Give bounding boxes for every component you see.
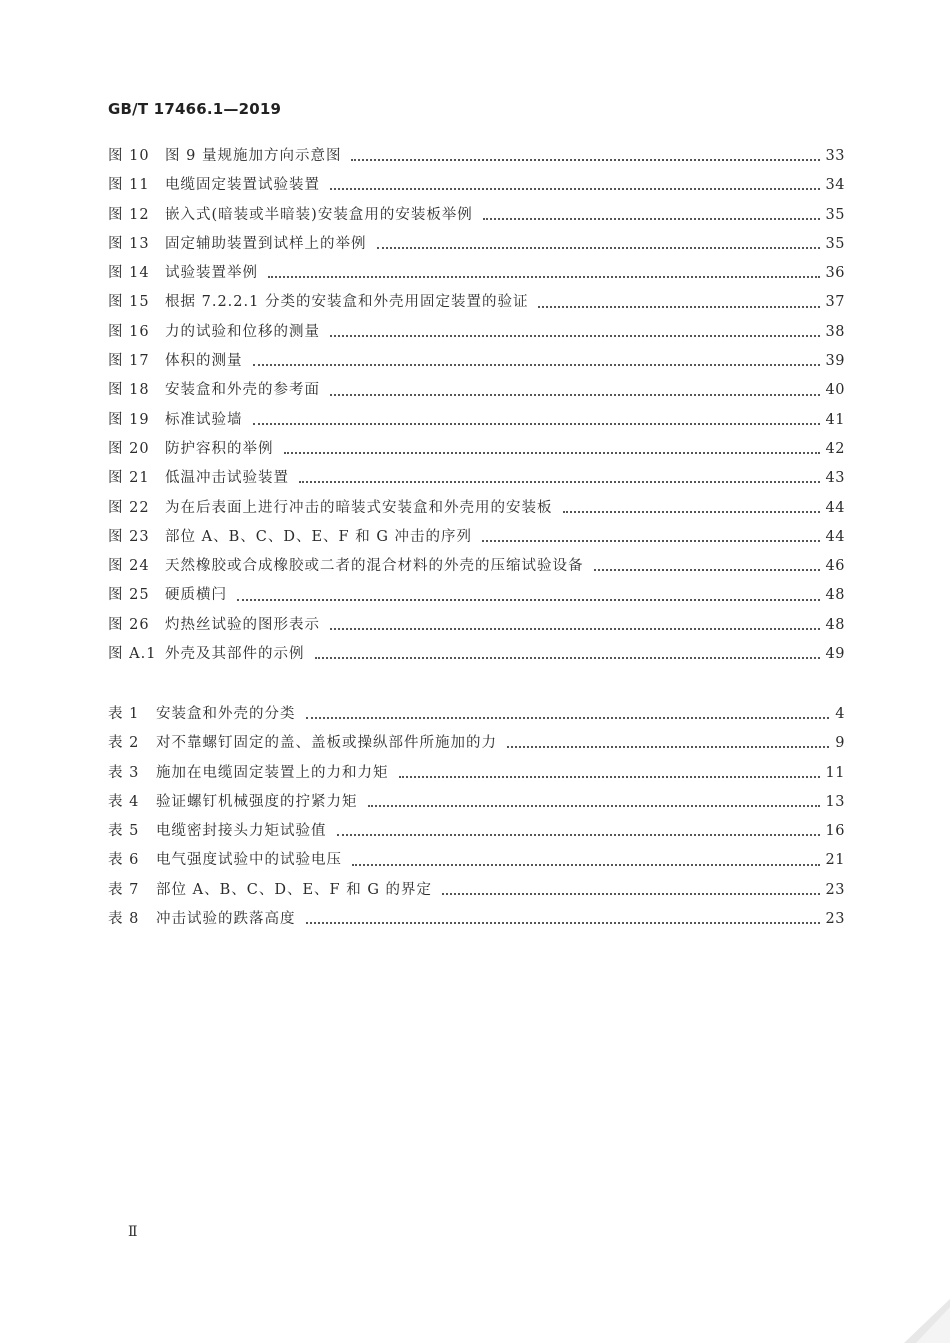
entry-number: 图 A.1 bbox=[108, 646, 157, 663]
entry-number: 图 21 bbox=[108, 470, 150, 487]
toc-figure-entry[interactable] bbox=[108, 464, 845, 493]
entry-number: 图 11 bbox=[108, 177, 150, 194]
dot-leader bbox=[253, 422, 820, 425]
dot-leader bbox=[306, 716, 830, 719]
toc-figure-entry[interactable] bbox=[108, 581, 845, 610]
toc-figure-entry[interactable] bbox=[108, 171, 845, 200]
entry-title: 力的试验和位移的测量 bbox=[165, 323, 320, 340]
toc-figure-entry[interactable] bbox=[108, 376, 845, 405]
entry-page-number: 42 bbox=[825, 440, 845, 457]
entry-page-number: 49 bbox=[825, 646, 845, 663]
toc-table-entry[interactable] bbox=[108, 788, 845, 817]
dot-leader bbox=[538, 305, 819, 308]
page-folio: Ⅱ bbox=[128, 1224, 138, 1240]
entry-title: 电缆密封接头力矩试验值 bbox=[156, 823, 327, 840]
entry-page-number: 48 bbox=[825, 616, 845, 633]
entry-number: 图 10 bbox=[108, 148, 150, 164]
toc-figure-entry[interactable] bbox=[108, 230, 845, 259]
entry-number: 图 20 bbox=[108, 440, 150, 457]
entry-page-number: 36 bbox=[825, 265, 845, 282]
entry-number: 图 24 bbox=[108, 558, 150, 575]
dot-leader bbox=[368, 804, 820, 807]
entry-page-number: 48 bbox=[825, 587, 845, 604]
entry-page-number: 37 bbox=[825, 294, 845, 311]
dot-leader bbox=[482, 539, 820, 542]
entry-page-number: 23 bbox=[825, 881, 845, 898]
entry-page-number: 46 bbox=[825, 558, 845, 575]
entry-page-number: 43 bbox=[825, 470, 845, 487]
dot-leader bbox=[352, 863, 820, 866]
dot-leader bbox=[337, 833, 820, 836]
entry-page-number: 13 bbox=[825, 793, 845, 810]
entry-page-number: 34 bbox=[825, 177, 845, 194]
entry-page-number: 44 bbox=[825, 528, 845, 545]
toc-figure-entry[interactable] bbox=[108, 611, 845, 640]
toc-table-entry[interactable] bbox=[108, 905, 845, 934]
entry-title: 部位 A、B、C、D、E、F 和 G 冲击的序列 bbox=[165, 528, 473, 545]
entry-number: 图 23 bbox=[108, 528, 150, 545]
dot-leader bbox=[507, 745, 829, 748]
toc-figure-entry[interactable] bbox=[108, 318, 845, 347]
entry-title: 体积的测量 bbox=[165, 353, 243, 370]
entry-title: 嵌入式(暗装或半暗装)安装盒用的安装板举例 bbox=[165, 206, 473, 223]
dot-leader bbox=[315, 656, 820, 659]
dot-leader bbox=[330, 187, 820, 190]
entry-title: 标准试验墙 bbox=[165, 411, 243, 428]
page-corner-fold bbox=[890, 1293, 950, 1343]
toc-figure-entry[interactable] bbox=[108, 288, 845, 317]
entry-page-number: 38 bbox=[825, 323, 845, 340]
dot-leader bbox=[563, 510, 820, 513]
dot-leader bbox=[237, 598, 820, 601]
entry-number: 图 26 bbox=[108, 616, 150, 633]
toc-table-entry[interactable] bbox=[108, 817, 845, 846]
toc-figure-entry[interactable] bbox=[108, 259, 845, 288]
entry-number: 图 16 bbox=[108, 323, 150, 340]
dot-leader bbox=[306, 921, 820, 924]
entry-title: 灼热丝试验的图形表示 bbox=[165, 616, 320, 633]
entry-title: 试验装置举例 bbox=[165, 265, 258, 282]
entry-number: 图 18 bbox=[108, 382, 150, 399]
dot-leader bbox=[253, 363, 820, 366]
dot-leader bbox=[268, 275, 820, 278]
entry-number: 图 22 bbox=[108, 499, 150, 516]
dot-leader bbox=[330, 393, 820, 396]
entry-number: 图 15 bbox=[108, 294, 150, 311]
entry-number: 表 1 bbox=[108, 706, 140, 722]
entry-number: 表 8 bbox=[108, 911, 140, 928]
dot-leader bbox=[284, 451, 820, 454]
entry-number: 图 17 bbox=[108, 353, 150, 370]
entry-title: 电气强度试验中的试验电压 bbox=[156, 852, 342, 869]
entry-title: 低温冲击试验装置 bbox=[165, 470, 289, 487]
entry-page-number: 39 bbox=[825, 353, 845, 370]
toc-figure-entry[interactable] bbox=[108, 347, 845, 376]
entry-page-number: 41 bbox=[825, 411, 845, 428]
toc-table-entry[interactable] bbox=[108, 700, 845, 729]
entry-title: 对不靠螺钉固定的盖、盖板或操纵部件所施加的力 bbox=[156, 735, 497, 752]
toc-table-entry[interactable] bbox=[108, 876, 845, 905]
entry-title: 防护容积的举例 bbox=[165, 440, 274, 457]
entry-page-number: 11 bbox=[825, 764, 845, 781]
dot-leader bbox=[330, 627, 820, 630]
dot-leader bbox=[594, 568, 820, 571]
dot-leader bbox=[299, 480, 820, 483]
entry-title: 安装盒和外壳的分类 bbox=[156, 706, 296, 722]
toc-figure-entry[interactable] bbox=[108, 406, 845, 435]
entry-title: 天然橡胶或合成橡胶或二者的混合材料的外壳的压缩试验设备 bbox=[165, 558, 584, 575]
toc-figure-entry[interactable] bbox=[108, 201, 845, 230]
entry-title: 冲击试验的跌落高度 bbox=[156, 911, 296, 928]
entry-page-number: 16 bbox=[825, 823, 845, 840]
dot-leader bbox=[351, 158, 819, 161]
document-code-header: GB/T 17466.1—2019 bbox=[108, 100, 282, 118]
dot-leader bbox=[330, 334, 820, 337]
toc-figure-entry[interactable] bbox=[108, 552, 845, 581]
entry-number: 图 13 bbox=[108, 235, 150, 252]
entry-title: 安装盒和外壳的参考面 bbox=[165, 382, 320, 399]
entry-page-number: 4 bbox=[835, 706, 845, 722]
entry-number: 表 5 bbox=[108, 823, 140, 840]
entry-title: 图 9 量规施加方向示意图 bbox=[165, 148, 342, 164]
figure-list bbox=[108, 142, 845, 669]
entry-number: 表 6 bbox=[108, 852, 140, 869]
entry-title: 固定辅助装置到试样上的举例 bbox=[165, 235, 367, 252]
toc-figure-entry[interactable] bbox=[108, 142, 845, 171]
toc-table-entry[interactable] bbox=[108, 846, 845, 875]
entry-title: 根据 7.2.2.1 分类的安装盒和外壳用固定装置的验证 bbox=[165, 294, 529, 311]
entry-page-number: 35 bbox=[825, 235, 845, 252]
dot-leader bbox=[377, 246, 820, 249]
entry-number: 图 12 bbox=[108, 206, 150, 223]
toc-table-entry[interactable] bbox=[108, 729, 845, 758]
entry-title: 外壳及其部件的示例 bbox=[165, 646, 305, 663]
entry-page-number: 9 bbox=[835, 735, 845, 752]
entry-number: 图 14 bbox=[108, 265, 150, 282]
dot-leader bbox=[442, 892, 820, 895]
table-list bbox=[108, 700, 845, 934]
entry-page-number: 40 bbox=[825, 382, 845, 399]
entry-title: 施加在电缆固定装置上的力和力矩 bbox=[156, 764, 389, 781]
entry-page-number: 33 bbox=[825, 148, 845, 164]
toc-figure-entry[interactable] bbox=[108, 435, 845, 464]
entry-number: 表 7 bbox=[108, 881, 140, 898]
dot-leader bbox=[483, 217, 820, 220]
entry-title: 部位 A、B、C、D、E、F 和 G 的界定 bbox=[156, 881, 433, 898]
toc-table-entry[interactable] bbox=[108, 759, 845, 788]
toc-figure-entry[interactable] bbox=[108, 494, 845, 523]
entry-page-number: 44 bbox=[825, 499, 845, 516]
entry-number: 表 2 bbox=[108, 735, 140, 752]
entry-title: 电缆固定装置试验装置 bbox=[165, 177, 320, 194]
toc-figure-entry[interactable] bbox=[108, 523, 845, 552]
entry-number: 图 19 bbox=[108, 411, 150, 428]
toc-figure-entry[interactable] bbox=[108, 640, 845, 669]
dot-leader bbox=[399, 775, 820, 778]
entry-title: 硬质横闩 bbox=[165, 587, 227, 604]
entry-page-number: 35 bbox=[825, 206, 845, 223]
entry-page-number: 21 bbox=[825, 852, 845, 869]
entry-title: 验证螺钉机械强度的拧紧力矩 bbox=[156, 793, 358, 810]
entry-number: 图 25 bbox=[108, 587, 150, 604]
entry-title: 为在后表面上进行冲击的暗装式安装盒和外壳用的安装板 bbox=[165, 499, 553, 516]
entry-number: 表 3 bbox=[108, 764, 140, 781]
entry-number: 表 4 bbox=[108, 793, 140, 810]
entry-page-number: 23 bbox=[825, 911, 845, 928]
